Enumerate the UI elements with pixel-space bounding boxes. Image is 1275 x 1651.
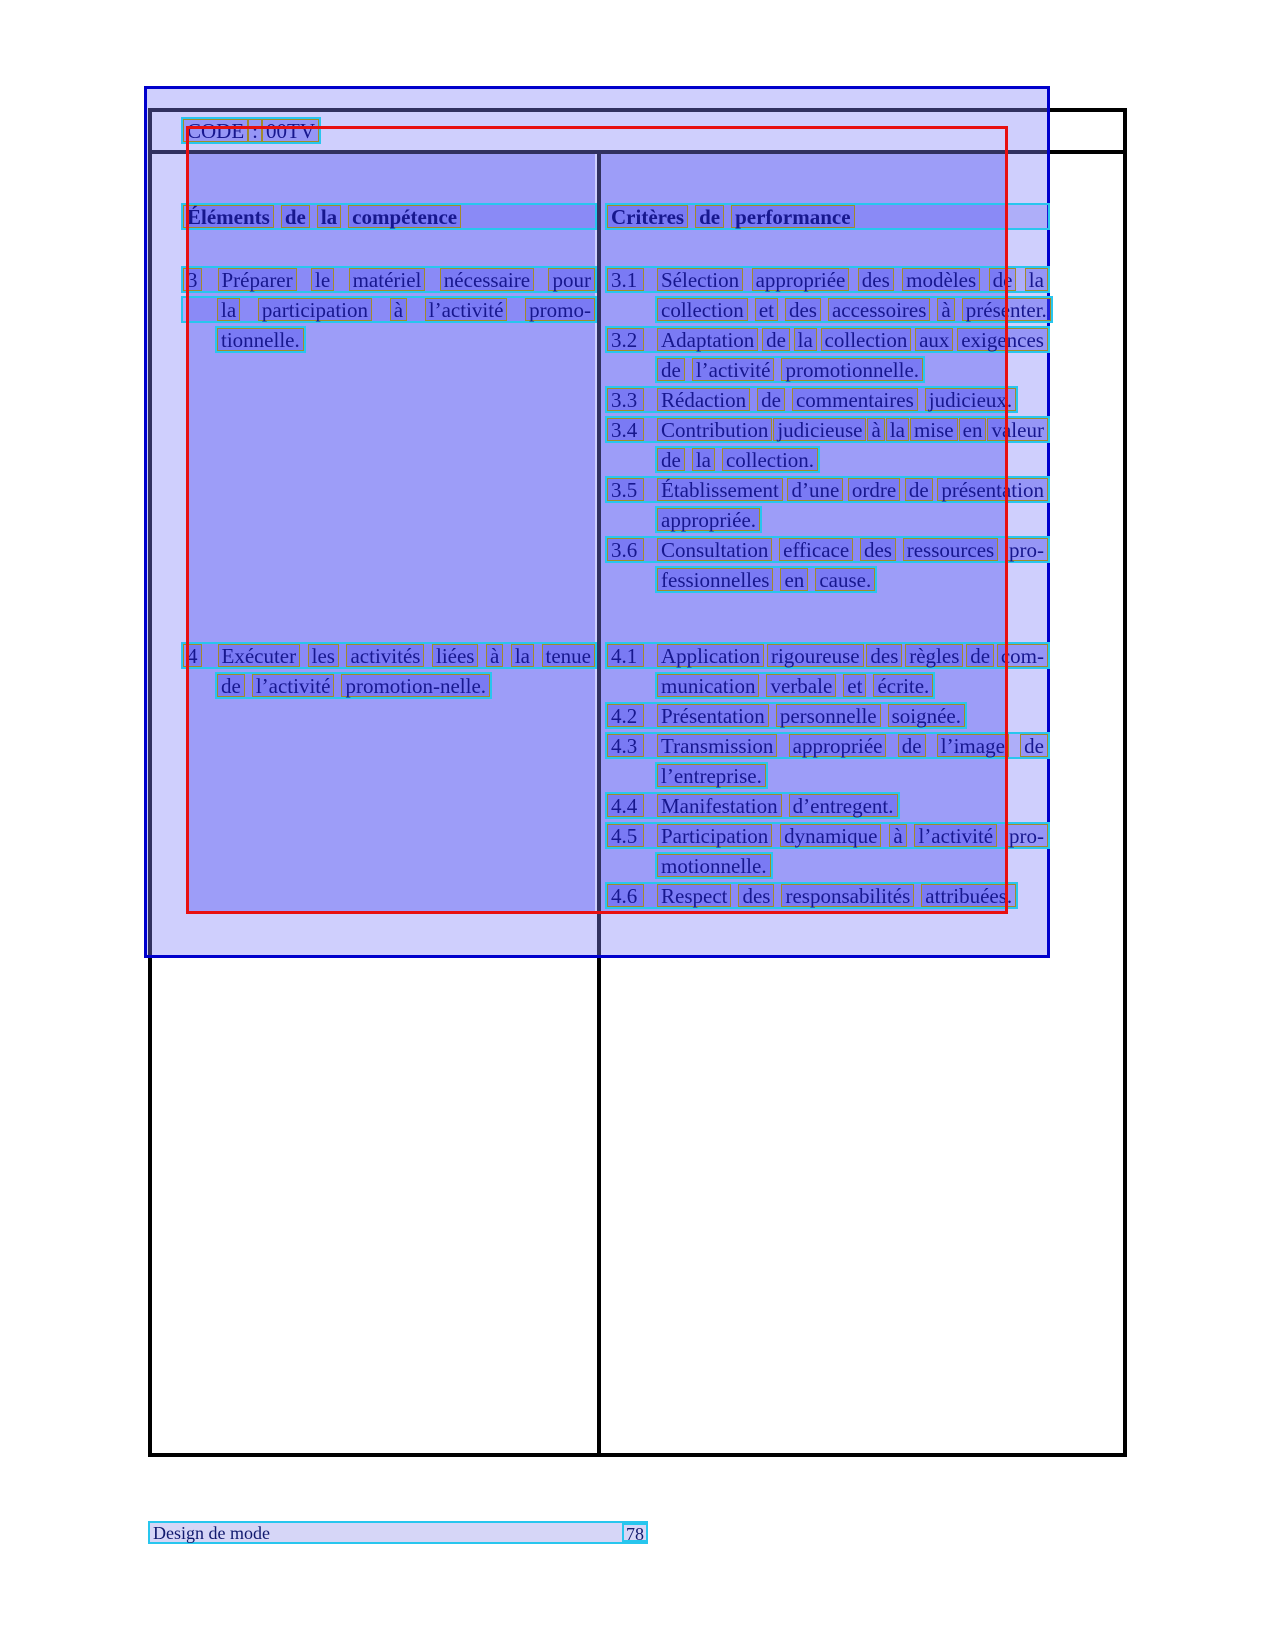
word-box: dynamique — [780, 824, 881, 847]
word-box: présentation — [937, 478, 1048, 501]
word-box: de — [905, 478, 933, 501]
word-box: appropriée — [752, 268, 850, 291]
word-box: valeur — [987, 418, 1047, 441]
word-box: compétence — [348, 205, 461, 228]
item-number: 4.6 — [607, 884, 644, 907]
word-box: fessionnelles — [657, 568, 773, 591]
word-box: participation — [258, 298, 372, 321]
word-box: l’activité — [914, 824, 997, 847]
word-box: judicieuse — [773, 418, 866, 441]
word-box: l’activité — [425, 298, 508, 321]
word-box: ordre — [848, 478, 900, 501]
word-box: Participation — [657, 824, 772, 847]
word-box: l’activité — [252, 674, 335, 697]
word-box: écrite. — [873, 674, 933, 697]
word-box: la — [511, 644, 534, 667]
footer-bar — [148, 1521, 648, 1544]
word-box: de — [966, 644, 994, 667]
word-box: à — [486, 644, 503, 667]
word-box: à — [937, 298, 954, 321]
word-box: com- — [997, 644, 1048, 667]
word-box: accessoires — [828, 298, 930, 321]
word-box: des — [738, 884, 774, 907]
word-box: responsabilités — [781, 884, 914, 907]
word-box: des — [785, 298, 821, 321]
word-box: activités — [346, 644, 424, 667]
word-box: Préparer — [218, 268, 297, 291]
item-number: 4.4 — [607, 794, 644, 817]
word-box: tenue — [542, 644, 595, 667]
word-box: exigences — [957, 328, 1048, 351]
word-box: Établissement — [657, 478, 783, 501]
word-box: ressources — [903, 538, 998, 561]
item-number: 3.3 — [607, 388, 644, 411]
word-box: de — [281, 205, 310, 228]
word-box: présenter. — [962, 298, 1051, 321]
word-box: et — [843, 674, 866, 697]
word-box: des — [860, 538, 896, 561]
word-box: l’entreprise. — [657, 764, 766, 787]
word-box: promotion-nelle. — [341, 674, 490, 697]
word-box: personnelle — [776, 704, 881, 727]
word-box: collection. — [722, 448, 818, 471]
word-box: 00TV — [262, 119, 319, 142]
word-box: la — [794, 328, 817, 351]
word-box: les — [308, 644, 339, 667]
word-box: Transmission — [657, 734, 777, 757]
word-box: Présentation — [657, 704, 769, 727]
word-box: Rédaction — [657, 388, 750, 411]
word-box: en — [780, 568, 808, 591]
word-box: le — [311, 268, 334, 291]
word-box: la — [317, 205, 341, 228]
word-box: efficace — [779, 538, 853, 561]
word-box: la — [692, 448, 715, 471]
word-box: de — [989, 268, 1017, 291]
item-number: 4.2 — [607, 704, 644, 727]
word-box: des — [866, 644, 902, 667]
word-box: pro- — [1005, 824, 1048, 847]
word-box: promotionnelle. — [781, 358, 923, 381]
word-box: mise — [910, 418, 958, 441]
word-box: nécessaire — [440, 268, 534, 291]
word-box: Consultation — [657, 538, 772, 561]
word-box: Application — [657, 644, 764, 667]
word-box: rigoureuse — [767, 644, 864, 667]
word-box: soignée. — [888, 704, 965, 727]
item-number: 3 — [183, 268, 202, 291]
word-box: de — [1020, 734, 1048, 757]
word-box: de — [762, 328, 790, 351]
word-box: collection — [657, 298, 748, 321]
word-box: de — [757, 388, 785, 411]
word-box: appropriée — [789, 734, 887, 757]
region-outline — [186, 126, 1008, 914]
word-box: aux — [915, 328, 953, 351]
word-box: de — [695, 205, 724, 228]
word-box: Adaptation — [657, 328, 758, 351]
word-box: à — [390, 298, 407, 321]
item-number: 4.1 — [607, 644, 644, 667]
word-box: de — [657, 358, 685, 381]
item-number: 3.6 — [607, 538, 644, 561]
word-box: d’entregent. — [789, 794, 898, 817]
word-box: pro- — [1005, 538, 1048, 561]
word-box: la — [217, 298, 240, 321]
word-box: verbale — [766, 674, 836, 697]
footer-page-number: 78 — [622, 1523, 648, 1542]
item-number: 4.3 — [607, 734, 644, 757]
word-box: des — [858, 268, 894, 291]
word-box: Sélection — [657, 268, 743, 291]
word-box: Critères — [607, 205, 688, 228]
item-number: 3.2 — [607, 328, 644, 351]
word-box: Manifestation — [657, 794, 782, 817]
word-box: et — [755, 298, 778, 321]
word-box: liées — [432, 644, 478, 667]
word-box: collection — [821, 328, 912, 351]
word-box: à — [889, 824, 906, 847]
word-box: de — [898, 734, 926, 757]
word-box: tionnelle. — [217, 328, 304, 351]
word-box: cause. — [815, 568, 875, 591]
word-box: Contribution — [657, 418, 772, 441]
word-box: règles — [905, 644, 963, 667]
word-box: commentaires — [792, 388, 918, 411]
word-box: Respect — [657, 884, 731, 907]
item-number: 3.4 — [607, 418, 644, 441]
word-box: d’une — [787, 478, 843, 501]
word-box: munication — [657, 674, 759, 697]
word-box: judicieux. — [925, 388, 1016, 411]
word-box: performance — [731, 205, 854, 228]
word-box: l’activité — [692, 358, 775, 381]
word-box: matériel — [349, 268, 426, 291]
word-box: en — [959, 418, 987, 441]
word-box: pour — [548, 268, 595, 291]
word-box: à — [867, 418, 884, 441]
item-number: 4.5 — [607, 824, 644, 847]
word-box: motionnelle. — [657, 854, 771, 877]
word-box: modèles — [902, 268, 980, 291]
word-box: Exécuter — [218, 644, 301, 667]
word-box: : — [248, 119, 262, 142]
word-box: appropriée. — [657, 508, 760, 531]
item-number: 4 — [183, 644, 202, 667]
item-number: 3.5 — [607, 478, 644, 501]
word-box: la — [886, 418, 909, 441]
word-box: attribuées. — [921, 884, 1016, 907]
word-box: la — [1025, 268, 1048, 291]
footer-title: Design de mode — [153, 1522, 270, 1543]
word-box: de — [217, 674, 245, 697]
item-number: 3.1 — [607, 268, 644, 291]
word-box: Éléments — [183, 205, 274, 228]
word-box: promo- — [525, 298, 595, 321]
word-box: de — [657, 448, 685, 471]
word-box: CODE — [183, 119, 248, 142]
word-box: l’image — [937, 734, 1009, 757]
